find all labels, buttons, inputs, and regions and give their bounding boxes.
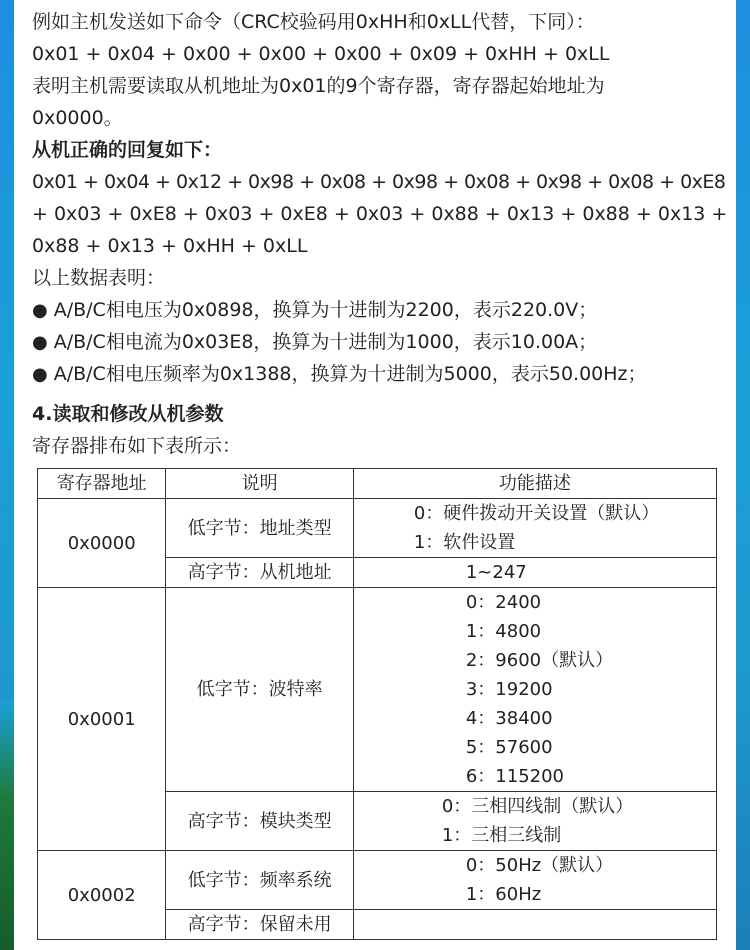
register-table [37, 468, 717, 940]
desc-line: 1：4800 [465, 621, 542, 642]
low-byte-label: 低字节：频率系统 [166, 851, 353, 910]
function-desc [353, 851, 716, 910]
bullet-voltage: ● A/B/C相电压为0x0898，换算为十进制为2200，表示220.0V； [32, 296, 726, 325]
desc-line: 2：9600（默认） [465, 650, 614, 671]
desc-line: 3：19200 [465, 679, 553, 700]
low-byte-label: 低字节：地址类型 [166, 499, 353, 558]
desc-line: 0：三相四线制（默认） [441, 796, 634, 817]
header-function: 功能描述 [353, 469, 716, 499]
paragraph-reply-bytes-3: 0x88 + 0x13 + 0xHH + 0xLL [32, 235, 308, 257]
desc-line: 6：115200 [465, 766, 565, 787]
heading-reply: 从机正确的回复如下： [32, 139, 223, 161]
low-byte-label: 低字节：波特率 [166, 588, 353, 792]
desc-line: 0：硬件拨动开关设置（默认） [413, 503, 660, 524]
paragraph-reply-bytes-1: 0x01 + 0x04 + 0x12 + 0x98 + 0x08 + 0x98 + 0x08 + 0x98 + 0x08 + 0xE8 [32, 171, 726, 193]
left-decor-strip [0, 700, 14, 950]
function-desc [353, 910, 716, 940]
desc-line: 1：软件设置 [413, 532, 516, 553]
register-address-0001: 0x0001 [38, 588, 166, 851]
register-address-0000: 0x0000 [38, 499, 166, 588]
paragraph-command-bytes: 0x01 + 0x04 + 0x00 + 0x00 + 0x00 + 0x09 + 0xHH + 0xLL [32, 43, 610, 65]
desc-line: 5：57600 [465, 737, 553, 758]
desc-line: 0：2400 [465, 592, 542, 613]
paragraph-meaning-cont: 0x0000。 [32, 107, 123, 129]
function-desc [353, 792, 716, 851]
table-header-row [38, 469, 717, 499]
function-desc [353, 499, 716, 558]
bullet-frequency: ● A/B/C相电压频率为0x1388，换算为十进制为5000，表示50.00Hz； [32, 360, 726, 389]
paragraph-data-shows: 以上数据表明： [32, 267, 166, 289]
high-byte-label: 高字节：从机地址 [166, 558, 353, 588]
function-desc: 1~247 [353, 558, 716, 588]
paragraph-reply-bytes-2: + 0x03 + 0xE8 + 0x03 + 0xE8 + 0x03 + 0x88 + 0x13 + 0x88 + 0x13 + [32, 203, 728, 225]
table-row [38, 851, 717, 910]
register-address-0002: 0x0002 [38, 851, 166, 940]
paragraph-table-intro: 寄存器排布如下表所示： [32, 435, 242, 457]
high-byte-label: 高字节：模块类型 [166, 792, 353, 851]
desc-line: 0：50Hz（默认） [465, 855, 614, 876]
header-register-address: 寄存器地址 [38, 469, 166, 499]
bullet-current: ● A/B/C相电流为0x03E8，换算为十进制为1000，表示10.00A； [32, 328, 726, 357]
paragraph-meaning: 表明主机需要读取从机地址为0x01的9个寄存器，寄存器起始地址为 [32, 75, 605, 97]
function-desc [353, 588, 716, 792]
header-description: 说明 [166, 469, 353, 499]
section-heading-4: 4.读取和修改从机参数 [32, 403, 224, 425]
desc-line: 1：60Hz [465, 884, 542, 905]
table-row [38, 588, 717, 792]
table-row [38, 499, 717, 558]
desc-line: 1：三相三线制 [441, 825, 562, 846]
desc-line: 4：38400 [465, 708, 553, 729]
paragraph-example-command: 例如主机发送如下命令（CRC校验码用0xHH和0xLL代替，下同）： [32, 11, 595, 33]
high-byte-label: 高字节：保留未用 [166, 910, 353, 940]
